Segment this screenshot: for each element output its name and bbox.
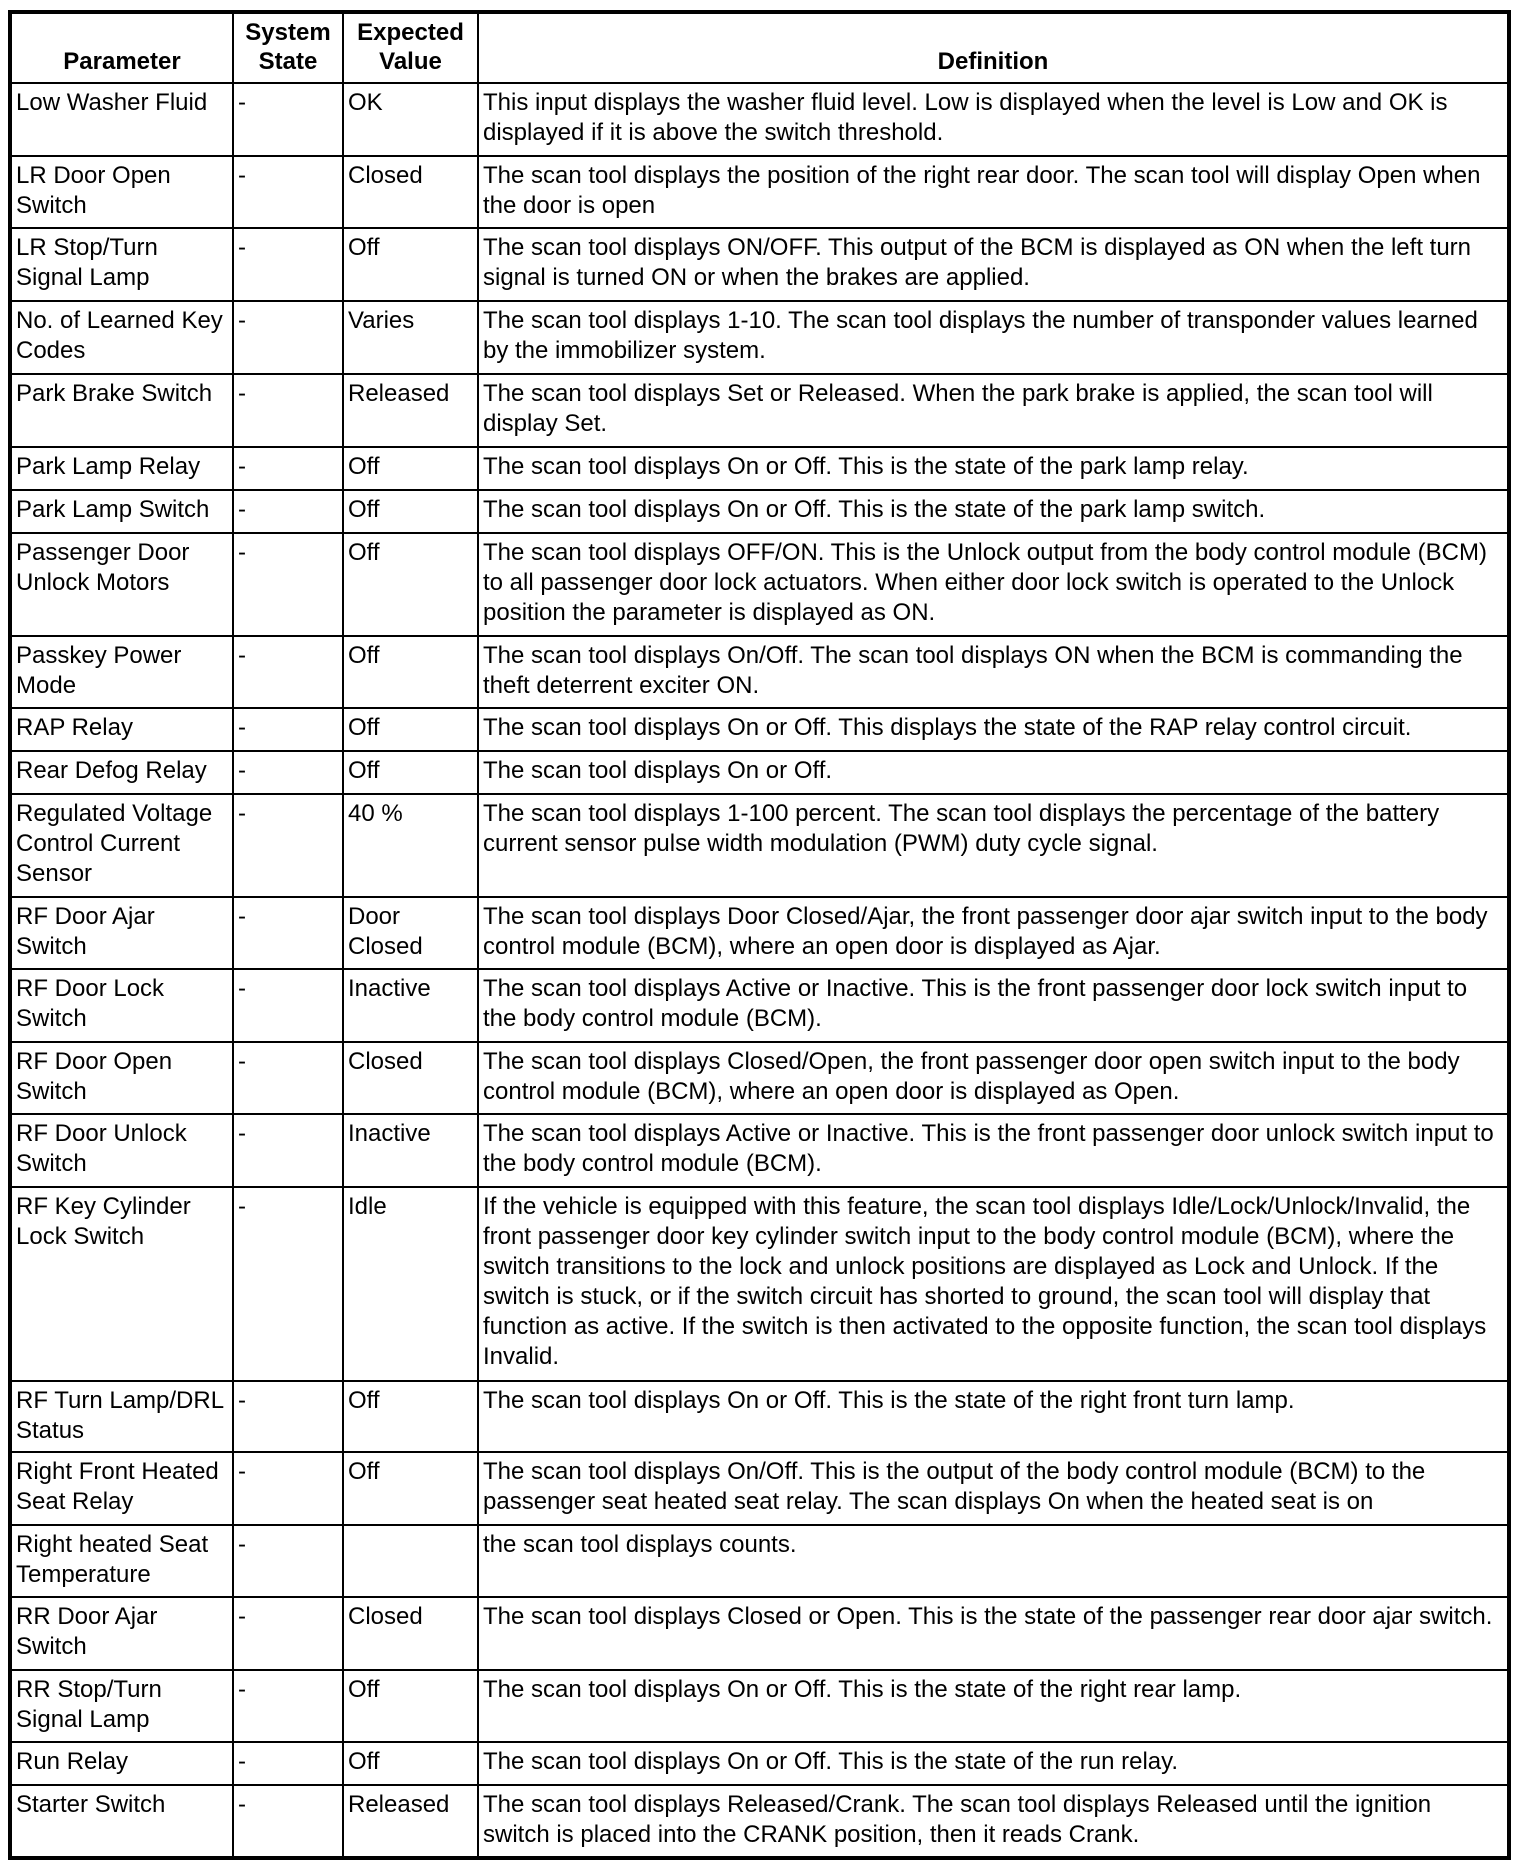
cell-system-state: - bbox=[233, 636, 343, 708]
table-row bbox=[10, 533, 1509, 636]
cell-expected-value: Off bbox=[343, 1381, 478, 1452]
cell-expected-value: Closed bbox=[343, 156, 478, 228]
cell-parameter: RAP Relay bbox=[10, 708, 233, 751]
cell-definition: The scan tool displays ON/OFF. This output of the BCM is displayed as ON when the left turn signal is turned ON or when the brakes are applied. bbox=[478, 228, 1509, 301]
table-row bbox=[10, 751, 1509, 794]
cell-definition: The scan tool displays Released/Crank. The scan tool displays Released until the ignition switch is placed into the CRANK position, then it reads Crank. bbox=[478, 1785, 1509, 1858]
table-row bbox=[10, 1042, 1509, 1114]
cell-expected-value: Closed bbox=[343, 1597, 478, 1670]
cell-expected-value: Inactive bbox=[343, 969, 478, 1042]
cell-definition: If the vehicle is equipped with this feature, the scan tool displays Idle/Lock/Unlock/Invalid, the front passenger door key cylinder switch input to the body control module (BCM), where the switch transitions to the lock and unlock positions are displayed as Lock and Unlock. If the switch is stuck, or if the switch circuit has shorted to ground, the scan tool will display that function as active. If the switch is then activated to the opposite function, the scan tool displays Invalid. bbox=[478, 1187, 1509, 1381]
table-row bbox=[10, 794, 1509, 897]
cell-parameter: RF Door Ajar Switch bbox=[10, 897, 233, 969]
table-body bbox=[10, 83, 1509, 1858]
cell-parameter: Park Lamp Relay bbox=[10, 447, 233, 490]
cell-definition: This input displays the washer fluid level. Low is displayed when the level is Low and OK is displayed if it is above the switch threshold. bbox=[478, 83, 1509, 156]
cell-definition: The scan tool displays On or Off. This is the state of the park lamp relay. bbox=[478, 447, 1509, 490]
cell-parameter: RF Door Open Switch bbox=[10, 1042, 233, 1114]
cell-parameter: RF Door Lock Switch bbox=[10, 969, 233, 1042]
cell-parameter: Rear Defog Relay bbox=[10, 751, 233, 794]
table-row bbox=[10, 1381, 1509, 1452]
cell-definition: The scan tool displays 1-100 percent. The scan tool displays the percentage of the battery current sensor pulse width modulation (PWM) duty cycle signal. bbox=[478, 794, 1509, 897]
cell-parameter: No. of Learned Key Codes bbox=[10, 301, 233, 374]
cell-expected-value: 40 % bbox=[343, 794, 478, 897]
cell-expected-value: Off bbox=[343, 1742, 478, 1785]
cell-definition: The scan tool displays the position of the right rear door. The scan tool will display Open when the door is open bbox=[478, 156, 1509, 228]
table-row bbox=[10, 1670, 1509, 1742]
cell-definition: The scan tool displays Set or Released. When the park brake is applied, the scan tool will display Set. bbox=[478, 374, 1509, 447]
table-row bbox=[10, 490, 1509, 533]
table-row bbox=[10, 969, 1509, 1042]
table-row bbox=[10, 1597, 1509, 1670]
cell-system-state: - bbox=[233, 1114, 343, 1187]
cell-expected-value: Off bbox=[343, 636, 478, 708]
cell-parameter: Right heated Seat Temperature bbox=[10, 1525, 233, 1597]
cell-definition: The scan tool displays On or Off. This is the state of the run relay. bbox=[478, 1742, 1509, 1785]
cell-definition: The scan tool displays On or Off. bbox=[478, 751, 1509, 794]
cell-system-state: - bbox=[233, 228, 343, 301]
cell-system-state: - bbox=[233, 533, 343, 636]
cell-parameter: Passenger Door Unlock Motors bbox=[10, 533, 233, 636]
table-row bbox=[10, 301, 1509, 374]
table-row bbox=[10, 1742, 1509, 1785]
cell-definition: The scan tool displays OFF/ON. This is the Unlock output from the body control module (BCM) to all passenger door lock actuators. When either door lock switch is operated to the Unlock position the parameter is displayed as ON. bbox=[478, 533, 1509, 636]
cell-definition: The scan tool displays Active or Inactive. This is the front passenger door unlock switch input to the body control module (BCM). bbox=[478, 1114, 1509, 1187]
table-row bbox=[10, 228, 1509, 301]
cell-system-state: - bbox=[233, 447, 343, 490]
table-row bbox=[10, 897, 1509, 969]
cell-parameter: LR Door Open Switch bbox=[10, 156, 233, 228]
cell-expected-value: Off bbox=[343, 708, 478, 751]
header-expected-value: Expected Value bbox=[343, 12, 478, 83]
table-row bbox=[10, 1785, 1509, 1858]
cell-system-state: - bbox=[233, 1381, 343, 1452]
cell-definition: The scan tool displays Closed or Open. This is the state of the passenger rear door ajar switch. bbox=[478, 1597, 1509, 1670]
cell-expected-value: Closed bbox=[343, 1042, 478, 1114]
cell-definition: The scan tool displays Active or Inactive. This is the front passenger door lock switch input to the body control module (BCM). bbox=[478, 969, 1509, 1042]
cell-parameter: Passkey Power Mode bbox=[10, 636, 233, 708]
cell-definition: The scan tool displays On or Off. This is the state of the park lamp switch. bbox=[478, 490, 1509, 533]
cell-expected-value: Released bbox=[343, 374, 478, 447]
cell-expected-value: Door Closed bbox=[343, 897, 478, 969]
cell-parameter: Regulated Voltage Control Current Sensor bbox=[10, 794, 233, 897]
cell-expected-value: OK bbox=[343, 83, 478, 156]
table-row bbox=[10, 1452, 1509, 1525]
cell-definition: The scan tool displays 1-10. The scan tool displays the number of transponder values learned by the immobilizer system. bbox=[478, 301, 1509, 374]
cell-system-state: - bbox=[233, 490, 343, 533]
cell-system-state: - bbox=[233, 794, 343, 897]
cell-system-state: - bbox=[233, 1597, 343, 1670]
cell-expected-value: Off bbox=[343, 1452, 478, 1525]
cell-parameter: Run Relay bbox=[10, 1742, 233, 1785]
cell-expected-value: Varies bbox=[343, 301, 478, 374]
cell-parameter: LR Stop/Turn Signal Lamp bbox=[10, 228, 233, 301]
table-row bbox=[10, 1114, 1509, 1187]
cell-expected-value: Off bbox=[343, 447, 478, 490]
header-system-state: System State bbox=[233, 12, 343, 83]
cell-definition: The scan tool displays Door Closed/Ajar, the front passenger door ajar switch input to the body control module (BCM), where an open door is displayed as Ajar. bbox=[478, 897, 1509, 969]
cell-parameter: Park Brake Switch bbox=[10, 374, 233, 447]
cell-definition: the scan tool displays counts. bbox=[478, 1525, 1509, 1597]
cell-definition: The scan tool displays On or Off. This is the state of the right rear lamp. bbox=[478, 1670, 1509, 1742]
cell-definition: The scan tool displays Closed/Open, the front passenger door open switch input to the body control module (BCM), where an open door is displayed as Open. bbox=[478, 1042, 1509, 1114]
cell-system-state: - bbox=[233, 1452, 343, 1525]
cell-parameter: RF Door Unlock Switch bbox=[10, 1114, 233, 1187]
cell-definition: The scan tool displays On/Off. This is the output of the body control module (BCM) to the passenger seat heated seat relay. The scan displays On when the heated seat is on bbox=[478, 1452, 1509, 1525]
cell-parameter: RR Door Ajar Switch bbox=[10, 1597, 233, 1670]
cell-system-state: - bbox=[233, 156, 343, 228]
cell-expected-value: Off bbox=[343, 490, 478, 533]
cell-definition: The scan tool displays On or Off. This displays the state of the RAP relay control circuit. bbox=[478, 708, 1509, 751]
cell-system-state: - bbox=[233, 1525, 343, 1597]
cell-system-state: - bbox=[233, 1742, 343, 1785]
cell-expected-value: Off bbox=[343, 751, 478, 794]
table-row bbox=[10, 374, 1509, 447]
table-row bbox=[10, 447, 1509, 490]
cell-parameter: Starter Switch bbox=[10, 1785, 233, 1858]
cell-system-state: - bbox=[233, 751, 343, 794]
header-parameter: Parameter bbox=[10, 12, 233, 83]
table-row bbox=[10, 636, 1509, 708]
cell-expected-value: Inactive bbox=[343, 1114, 478, 1187]
table-header-row bbox=[10, 12, 1509, 83]
cell-parameter: RF Key Cylinder Lock Switch bbox=[10, 1187, 233, 1381]
cell-system-state: - bbox=[233, 83, 343, 156]
table-row bbox=[10, 1187, 1509, 1381]
cell-system-state: - bbox=[233, 1042, 343, 1114]
cell-definition: The scan tool displays On or Off. This is the state of the right front turn lamp. bbox=[478, 1381, 1509, 1452]
cell-parameter: RR Stop/Turn Signal Lamp bbox=[10, 1670, 233, 1742]
cell-parameter: Right Front Heated Seat Relay bbox=[10, 1452, 233, 1525]
cell-expected-value: Off bbox=[343, 228, 478, 301]
cell-parameter: Low Washer Fluid bbox=[10, 83, 233, 156]
cell-expected-value: Off bbox=[343, 1670, 478, 1742]
cell-system-state: - bbox=[233, 897, 343, 969]
cell-system-state: - bbox=[233, 1785, 343, 1858]
cell-parameter: Park Lamp Switch bbox=[10, 490, 233, 533]
cell-system-state: - bbox=[233, 374, 343, 447]
cell-system-state: - bbox=[233, 1187, 343, 1381]
table-row bbox=[10, 708, 1509, 751]
cell-parameter: RF Turn Lamp/DRL Status bbox=[10, 1381, 233, 1452]
header-definition: Definition bbox=[478, 12, 1509, 83]
table-row bbox=[10, 83, 1509, 156]
cell-expected-value bbox=[343, 1525, 478, 1597]
cell-expected-value: Idle bbox=[343, 1187, 478, 1381]
cell-expected-value: Released bbox=[343, 1785, 478, 1858]
cell-system-state: - bbox=[233, 969, 343, 1042]
table-row bbox=[10, 156, 1509, 228]
parameter-table bbox=[8, 10, 1511, 1860]
cell-definition: The scan tool displays On/Off. The scan tool displays ON when the BCM is commanding the theft deterrent exciter ON. bbox=[478, 636, 1509, 708]
cell-expected-value: Off bbox=[343, 533, 478, 636]
cell-system-state: - bbox=[233, 708, 343, 751]
cell-system-state: - bbox=[233, 301, 343, 374]
table-row bbox=[10, 1525, 1509, 1597]
cell-system-state: - bbox=[233, 1670, 343, 1742]
